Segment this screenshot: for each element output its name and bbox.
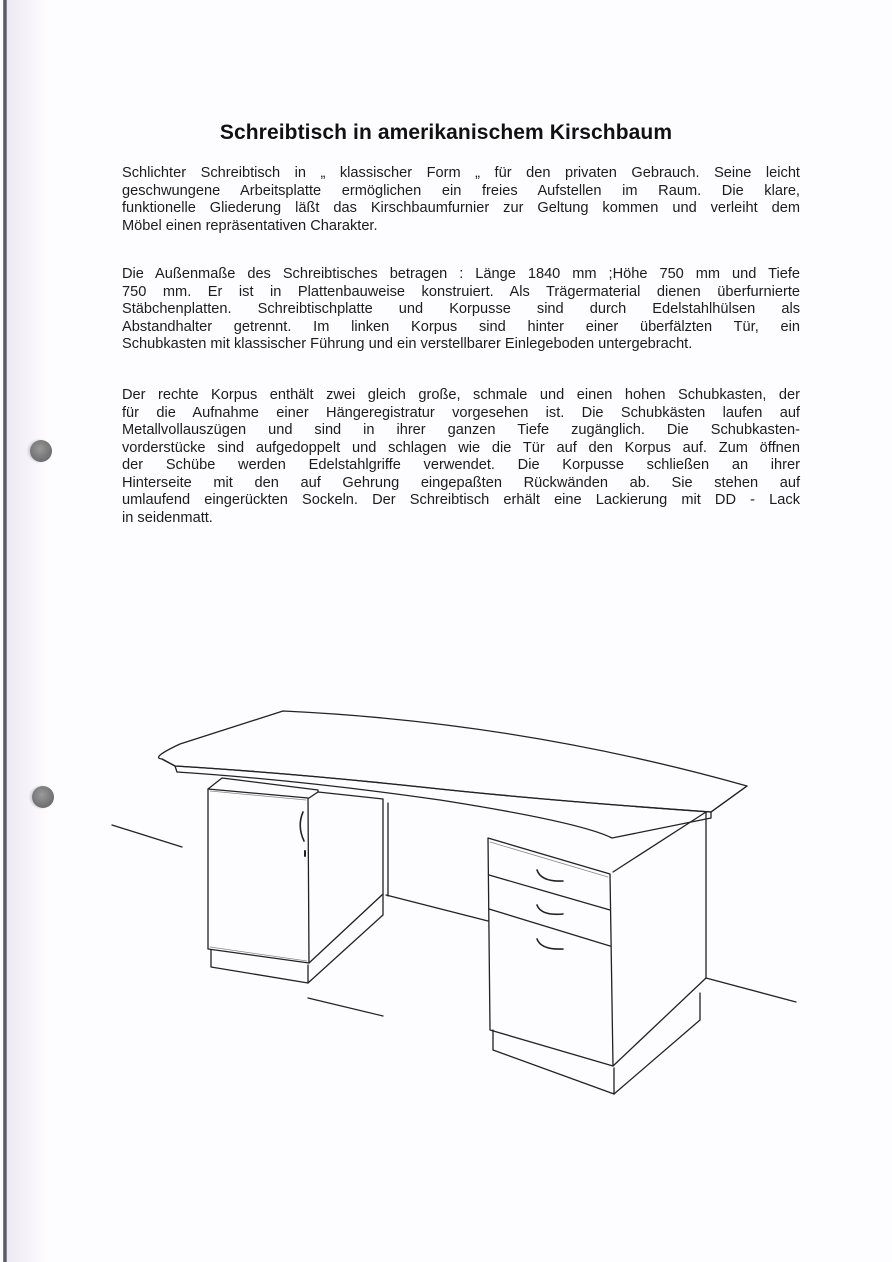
desk-top: [159, 711, 747, 838]
text-line: Schubkasten mit klassischer Führung und ein verstellbarer Einlegeboden untergebracht.: [122, 336, 693, 352]
back-wall-floor-line: [386, 895, 488, 921]
drawer-handle-2-icon: [537, 905, 563, 914]
floor-line-right: [706, 978, 796, 1002]
drawer-handle-3-icon: [537, 939, 563, 949]
right-cabinet-front: [488, 838, 613, 1066]
left-cabinet: [208, 778, 383, 983]
text-line: für die Aufnahme einer Hängeregistratur vorgesehen ist. Die Schubkästen laufen auf: [122, 404, 800, 421]
text-line: Hinterseite mit den auf Gehrung eingepaßten Rückwänden ab. Sie stehen auf: [122, 474, 800, 491]
text-line: der Schübe werden Edelstahlgriffe verwendet. Die Korpusse schließen an ihrer: [122, 457, 800, 473]
text-line: funktionelle Gliederung läßt das Kirschbaumfurnier zur Geltung kommen und verleiht dem: [122, 200, 800, 216]
text-line: Die Außenmaße des Schreibtisches betragen : Länge 1840 mm ;Höhe 750 mm und Tiefe: [122, 266, 800, 282]
left-cabinet-door: [208, 789, 309, 963]
text-line: 750 mm. Er ist in Plattenbauweise konstruiert. Als Trägermaterial dienen überfurnierte: [122, 283, 800, 300]
text-line: Abstandhalter getrennt. Im linken Korpus sind hinter einer überfälzten Tür, ein: [122, 318, 800, 335]
text-line: Stäbchenplatten. Schreibtischplatte und Korpusse sind durch Edelstahlhülsen als: [122, 301, 800, 317]
text-line: Schlichter Schreibtisch in „ klassischer Form „ für den privaten Gebrauch. Seine leicht: [122, 165, 800, 181]
room-wall-lines: [112, 825, 796, 1016]
floor-line-left: [308, 998, 383, 1016]
text-line: in seidenmatt.: [122, 509, 213, 526]
drawer-handle-1-icon: [537, 870, 563, 881]
door-handle-icon: [300, 812, 304, 841]
right-cabinet: [488, 812, 706, 1094]
text-line: Metallvollauszügen und sind in ihrer ganzen Tiefe zugänglich. Die Schubkasten-: [122, 422, 800, 438]
text-line: Möbel einen repräsentativen Charakter.: [122, 217, 378, 234]
text-line: vorderstücke sind aufgedoppelt und schlagen wie die Tür auf den Korpus auf. Zum öffnen: [122, 439, 800, 456]
text-line: geschwungene Arbeitsplatte ermöglichen ein freies Aufstellen im Raum. Die klare,: [122, 182, 800, 199]
text-line: umlaufend eingerückten Sockeln. Der Schreibtisch erhält eine Lackierung mit DD - Lack: [122, 492, 800, 508]
document-title: Schreibtisch in amerikanischem Kirschbaum: [219, 121, 673, 145]
text-line: Der rechte Korpus enthält zwei gleich große, schmale und einen hohen Schubkasten, der: [122, 387, 800, 403]
